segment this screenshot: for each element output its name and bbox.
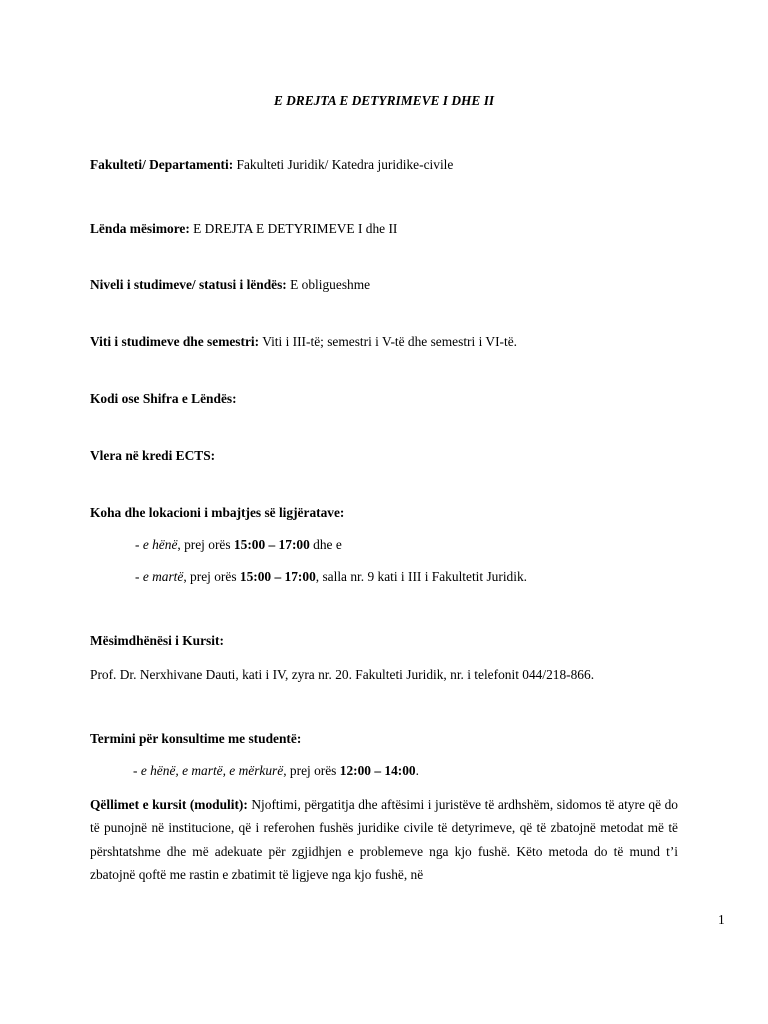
code-line xyxy=(90,391,237,407)
goals-label: Qëllimet e kursit (modulit): xyxy=(90,797,248,812)
code-label: Kodi ose Shifra e Lëndës: xyxy=(90,391,237,406)
page-number: 1 xyxy=(718,912,725,927)
goals-paragraph xyxy=(90,793,678,887)
consult-time: 12:00 – 14:00 xyxy=(339,763,416,778)
schedule-time: 15:00 – 17:00 xyxy=(233,537,310,552)
schedule-day: e hënë xyxy=(142,537,178,552)
consult-label: Termini për konsultime me studentë: xyxy=(90,731,302,746)
consult-suffix: . xyxy=(415,763,419,778)
teacher-info: Prof. Dr. Nerxhivane Dauti, kati i IV, zyra nr. 20. Fakulteti Juridik, nr. i telefonit 044/218-866. xyxy=(90,667,595,682)
schedule-suffix: , salla nr. 9 kati i III i Fakultetit Juridik. xyxy=(315,569,528,584)
level-value: E obligueshme xyxy=(286,277,371,292)
schedule-day: e martë xyxy=(142,569,184,584)
consult-mid: , prej orës xyxy=(283,763,340,778)
bullet-dash: - xyxy=(135,569,143,584)
ects-line xyxy=(90,448,215,464)
schedule-heading xyxy=(90,505,344,521)
faculty-label: Fakulteti/ Departamenti: xyxy=(90,157,234,172)
year-line xyxy=(90,334,517,350)
level-label: Niveli i studimeve/ statusi i lëndës: xyxy=(90,277,287,292)
faculty-value: Fakulteti Juridik/ Katedra juridike-civile xyxy=(233,157,454,172)
subject-label: Lënda mësimore: xyxy=(90,221,190,236)
schedule-item-monday xyxy=(135,537,342,553)
year-value: Viti i III-të; semestri i V-të dhe semestri i VI-të. xyxy=(259,334,517,349)
faculty-line xyxy=(90,157,453,173)
schedule-mid: , prej orës xyxy=(183,569,240,584)
goals-text: Njoftimi, përgatitja dhe aftësimi i juristëve të ardhshëm, sidomos të atyre që do të punojnë në institucione, që i referohen fushës juridike civile të detyrimeve, që të zbatojnë metodat më të përshtatshme dhe më adekuate për zgjidhjen e problemeve nga kjo fushë. Këto metoda do të mund t’i zbatojnë qoftë me rastin e zbatimit të ligjeve nga kjo fushë, në xyxy=(90,797,678,883)
schedule-suffix: dhe e xyxy=(309,537,342,552)
level-line xyxy=(90,277,370,293)
subject-line xyxy=(90,221,397,237)
document-title: E DREJTA E DETYRIMEVE I DHE II xyxy=(273,93,495,108)
ects-label: Vlera në kredi ECTS: xyxy=(90,448,216,463)
schedule-time: 15:00 – 17:00 xyxy=(239,569,316,584)
year-label: Viti i studimeve dhe semestri: xyxy=(90,334,260,349)
schedule-item-tuesday xyxy=(135,569,527,585)
bullet-dash: - xyxy=(133,763,141,778)
subject-value: E DREJTA E DETYRIMEVE I dhe II xyxy=(189,221,398,236)
teacher-label: Mësimdhënësi i Kursit: xyxy=(90,633,224,648)
schedule-label: Koha dhe lokacioni i mbajtjes së ligjëratave: xyxy=(90,505,345,520)
teacher-heading xyxy=(90,633,224,649)
consult-days: e hënë, e martë, e mërkurë xyxy=(140,763,284,778)
bullet-dash: - xyxy=(135,537,143,552)
schedule-mid: , prej orës xyxy=(177,537,234,552)
consult-item xyxy=(133,763,419,779)
consult-heading xyxy=(90,731,301,747)
